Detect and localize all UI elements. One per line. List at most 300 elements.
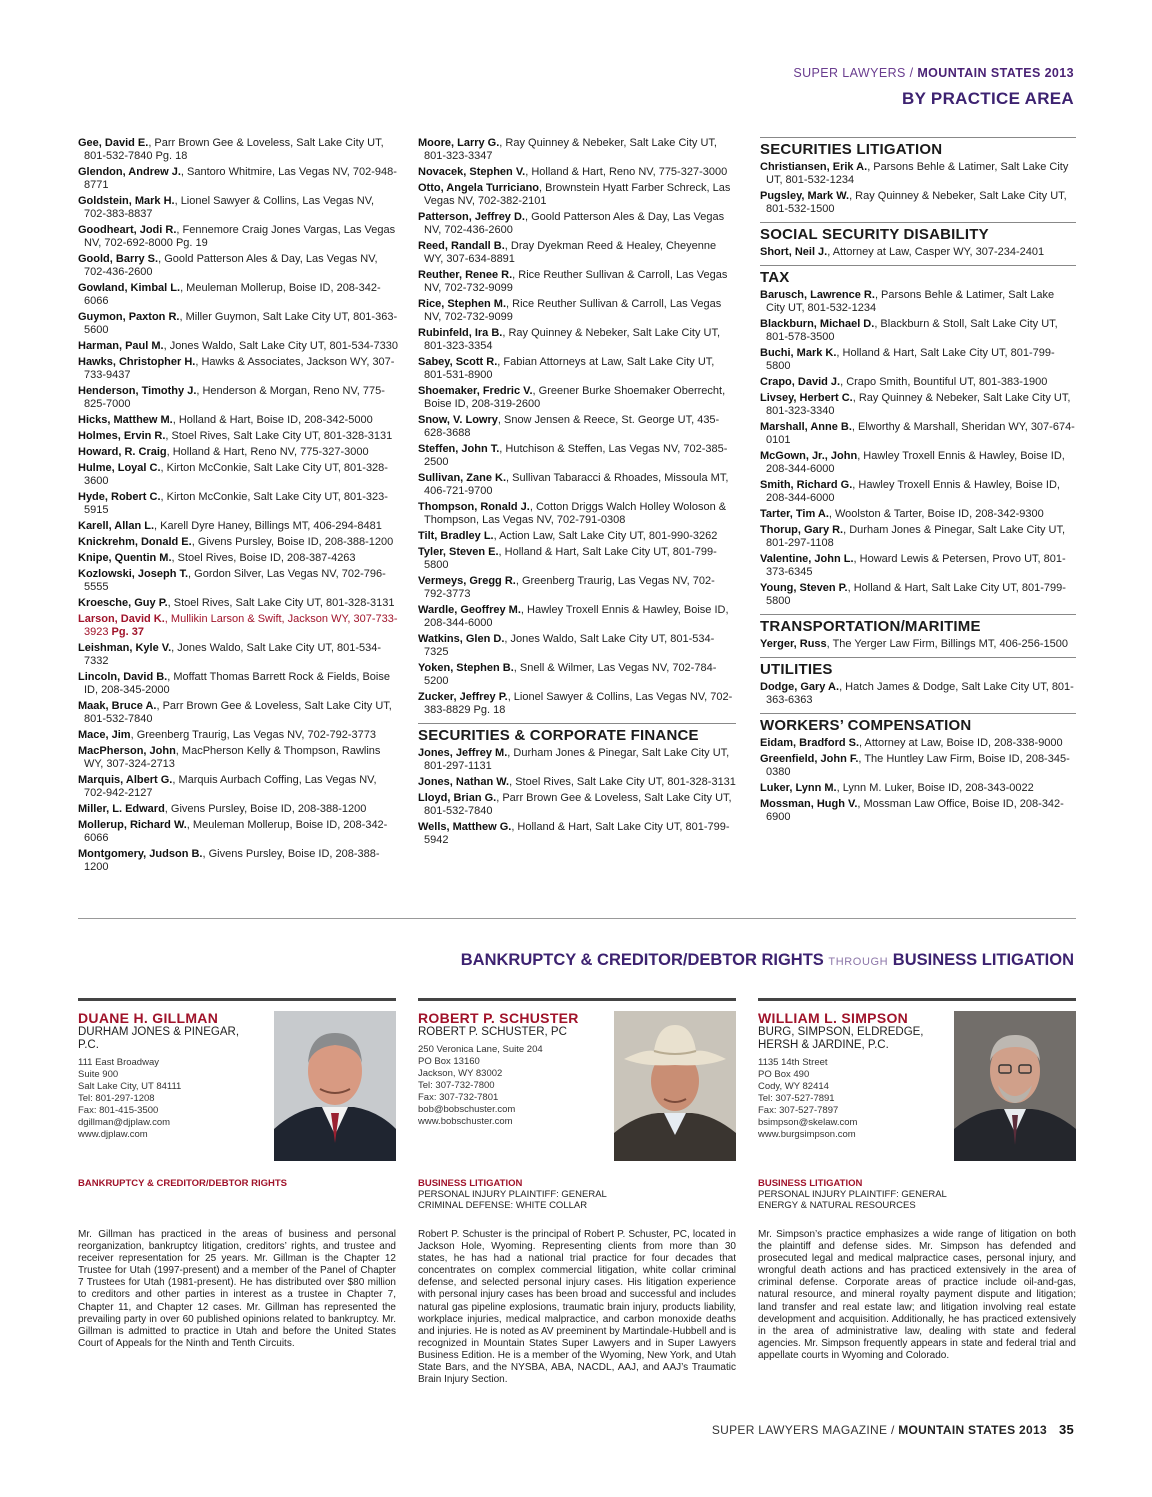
lawyer-name: Gee, David E. [78,137,149,149]
lawyer-listing [78,520,398,533]
lawyer-name: Eidam, Bradford S. [760,737,860,749]
lawyer-listing [760,421,1076,447]
practice-area-heading: SECURITIES LITIGATION [760,137,1076,156]
lawyer-listing [78,462,398,488]
lawyer-listing [760,450,1076,476]
lawyer-listing [78,430,398,443]
lawyer-name: Goldstein, Mark H. [78,195,175,207]
lawyer-listing [78,446,398,459]
lawyer-details: , Jones Waldo, Salt Lake City UT, 801-534-7330 [163,340,398,352]
lawyer-listing [760,161,1076,187]
lawyer-details: , Crapo Smith, Bountiful UT, 801-383-1900 [840,376,1048,388]
lawyer-name: Mossman, Hugh V. [760,798,858,810]
lawyer-name: Rice, Stephen M. [418,298,507,310]
profile-address [418,1044,598,1128]
profile-firm: ROBERT P. SCHUSTER, PC [418,1026,567,1038]
lawyer-details: , Holland & Hart, Reno NV, 775-327-3000 [166,446,369,458]
lawyer-listing [760,392,1076,418]
lawyer-name: Tyler, Steven E. [418,546,499,558]
lawyer-listing [418,298,736,324]
lawyer-listing [78,700,398,726]
profile-name: ROBERT P. SCHUSTER [418,1010,579,1026]
section-divider [78,918,1076,919]
lawyer-listing [78,819,398,845]
lawyer-name: Lincoln, David B. [78,671,168,683]
lawyer-details: , Santoro Whitmire, Las Vegas NV, 702-948-8771 [84,166,397,191]
lawyer-name: Leishman, Kyle V. [78,642,172,654]
lawyer-details: , Givens Pursley, Boise ID, 208-388-1200 [191,536,394,548]
lawyer-listing [78,282,398,308]
lawyer-name: Marshall, Anne B. [760,421,852,433]
lawyer-listing [78,803,398,816]
lawyer-listing [418,633,736,659]
practice-area-primary: BUSINESS LITIGATION [758,1178,863,1189]
website-link[interactable]: www.burgsimpson.com [758,1129,856,1140]
lawyer-name: Hicks, Matthew M. [78,414,173,426]
profile-address [78,1057,258,1141]
lawyer-details: , Stoel Rives, Salt Lake City UT, 801-328-3131 [165,430,393,442]
lawyer-listing [760,318,1076,344]
lawyer-name: Valentine, John L. [760,553,854,565]
lawyer-name: Zucker, Jeffrey P. [418,691,508,703]
lawyer-listing [78,613,398,639]
lawyer-listing [418,166,736,179]
lawyer-name: Pugsley, Mark W. [760,190,850,202]
address-line: Jackson, WY 83002 [418,1068,503,1079]
lawyer-name: Short, Neil J. [760,246,828,258]
lawyer-name: Hyde, Robert C. [78,491,161,503]
header-edition: MOUNTAIN STATES 2013 [917,66,1074,80]
lawyer-name: Knipe, Quentin M. [78,552,172,564]
lawyer-details: , Snow Jensen & Reece, St. George UT, 435-628-3688 [424,414,720,439]
lawyer-details: , Kirton McConkie, Salt Lake City UT, 801-323-5915 [84,491,388,516]
lawyer-details: , The Huntley Law Firm, Boise ID, 208-345-0380 [766,753,1070,778]
lawyer-name: Mollerup, Richard W. [78,819,187,831]
lawyer-details: , Jones Waldo, Salt Lake City UT, 801-534-7325 [424,633,715,658]
lawyer-name: Thorup, Gary R. [760,524,844,536]
profiles-band-title [461,951,1074,970]
lawyer-details: , Goold Patterson Ales & Day, Las Vegas NV, 702-436-2600 [424,211,725,236]
lawyer-details: , Attorney at Law, Boise ID, 208-338-9000 [859,737,1063,749]
lawyer-listing [760,737,1076,750]
lawyer-listing [760,289,1076,315]
lawyer-details: , Goold Patterson Ales & Day, Las Vegas NV, 702-436-2600 [84,253,378,278]
lawyer-name: McGown, Jr., John [760,450,858,462]
lawyer-details: , Holland & Hart, Boise ID, 208-342-5000 [172,414,373,426]
lawyer-details: , Rice Reuther Sullivan & Carroll, Las Vegas NV, 702-732-9099 [424,298,722,323]
lawyer-details: , Rice Reuther Sullivan & Carroll, Las Vegas NV, 702-732-9099 [424,269,728,294]
lawyer-listing [78,385,398,411]
lawyer-listing [760,508,1076,521]
lawyer-listing [418,691,736,717]
profile-photo [614,1011,736,1161]
lawyer-details: , Holland & Hart, Salt Lake City UT, 801-799-5800 [424,546,717,571]
lawyer-details: , Greenberg Traurig, Las Vegas NV, 702-792-3773 [130,729,377,741]
address-line: 1135 14th Street [758,1057,828,1068]
lawyer-name: Shoemaker, Fredric V. [418,385,533,397]
profile-address [758,1057,938,1141]
email-link[interactable]: bob@bobschuster.com [418,1104,516,1115]
lawyer-name: Snow, V. Lowry [418,414,498,426]
profile-card [758,998,1076,1361]
lawyer-details: , Hawley Troxell Ennis & Hawley, Boise ID, 208-344-6000 [424,604,729,629]
lawyer-details: , Elworthy & Marshall, Sheridan WY, 307-674-0101 [766,421,1075,446]
address-line: PO Box 490 [758,1069,810,1080]
lawyer-details: , Holland & Hart, Reno NV, 775-327-3000 [525,166,728,178]
listing-column-2 [418,137,736,850]
lawyer-listing [760,347,1076,373]
lawyer-listing [760,376,1076,389]
lawyer-details: , Attorney at Law, Casper WY, 307-234-2401 [827,246,1045,258]
lawyer-name: Yoken, Stephen B. [418,662,514,674]
lawyer-listing [78,195,398,221]
lawyer-details: , Parr Brown Gee & Loveless, Salt Lake City UT, 801-532-7840 [84,700,392,725]
lawyer-name: Lloyd, Brian G. [418,792,497,804]
lawyer-listing [418,792,736,818]
lawyer-name: Knickrehm, Donald E. [78,536,192,548]
lawyer-name: Tarter, Tim A. [760,508,829,520]
profile-practice-areas [758,1178,1076,1211]
profile-bio: Mr. Gillman has practiced in the areas of business and personal reorganization, bankruptcy litigation, creditors’ rights, and trustee and receiver representation for 25 years. Mr. Gillman is the Chapter 12 Trustee for Utah (1997-present) and a member of the Panel of Chapter 7 Trustees for Utah (1981-present). He has distributed over $80 million to creditors and other parties in interest as a trustee in Chapter 7, Chapter 11, and Chapter 12 cases. Mr. Gillman has represented the prevailing party in over 60 published opinions related to bankruptcy. Mr. Gillman is admitted to practice in Utah and before the United States Court of Appeals for the Ninth and Tenth Circuits. [78,1229,396,1349]
lawyer-name: Goodheart, Jodi R. [78,224,177,236]
lawyer-listing [418,747,736,773]
lawyer-listing [418,269,736,295]
lawyer-name: Crapo, David J. [760,376,841,388]
lawyer-details: , Woolston & Tarter, Boise ID, 208-342-9300 [828,508,1044,520]
lawyer-details: , Jones Waldo, Salt Lake City UT, 801-534-7332 [84,642,382,667]
lawyer-details: , Miller Guymon, Salt Lake City UT, 801-363-5600 [84,311,398,336]
lawyer-listing [418,546,736,572]
lawyer-details: , Stoel Rives, Salt Lake City UT, 801-328-3131 [509,776,736,788]
lawyer-details: , Marquis Aurbach Coffing, Las Vegas NV, 702-942-2127 [84,774,377,799]
fax-line: Fax: 307-732-7801 [418,1092,499,1103]
lawyer-details: , Mullikin Larson & Swift, Jackson WY, 307-733-3923 [84,613,398,638]
lawyer-listing [78,166,398,192]
lawyer-details: , Parr Brown Gee & Loveless, Salt Lake City UT, 801-532-7840 [424,792,732,817]
website-link[interactable]: www.djplaw.com [78,1129,148,1140]
lawyer-details: , Durham Jones & Pinegar, Salt Lake City UT, 801-297-1131 [424,747,730,772]
profile-photo [274,1011,396,1161]
lawyer-details: , Action Law, Salt Lake City UT, 801-990-3262 [493,530,718,542]
lawyer-details: , Durham Jones & Pinegar, Salt Lake City UT, 801-297-1108 [766,524,1066,549]
lawyer-name: Novacek, Stephen V. [418,166,526,178]
lawyer-name: Reed, Randall B. [418,240,505,252]
lawyer-listing [418,575,736,601]
fax-line: Fax: 307-527-7897 [758,1105,839,1116]
lawyer-listing [418,385,736,411]
practice-area-heading: UTILITIES [760,657,1076,676]
phone-line: Tel: 307-527-7891 [758,1093,835,1104]
lawyer-details: , Meuleman Mollerup, Boise ID, 208-342-6066 [84,819,388,844]
profile-bio: Robert P. Schuster is the principal of Robert P. Schuster, PC, located in Jackson Hole, Wyoming. Representing clients from more than 30 states, he has had a national trial practice for four decades that concentrates on complex commercial litigation, white collar criminal defense, and selected personal injury cases. His litigation experience with personal injury cases has been broad and successful and includes natural gas pipeline explosions, traumatic brain injury, products liability, workplace injuries, medical malpractice, and carbon monoxide deaths and injuries. He is noted as AV preeminent by Martindale-Hubbell and is recognized in Mountain States Super Lawyers and in Super Lawyers Business Edition. He is a member of the Wyoming, New York, and Utah State Bars, and the NYSBA, ABA, NACDL, AAJ, and AAJ’s Traumatic Brain Injury Section. [418,1229,736,1386]
lawyer-name: Yerger, Russ [760,638,827,650]
lawyer-name: Tilt, Bradley L. [418,530,494,542]
lawyer-name: Otto, Angela Turriciano [418,182,540,194]
lawyer-name: Guymon, Paxton R. [78,311,180,323]
lawyer-name: Wells, Matthew G. [418,821,512,833]
lawyer-details: , Hutchison & Steffen, Las Vegas NV, 702-385-2500 [424,443,728,468]
lawyer-details: , MacPherson Kelly & Thompson, Rawlins WY, 307-324-2713 [84,745,381,770]
lawyer-name: Rubinfeld, Ira B. [418,327,503,339]
address-line: 111 East Broadway [78,1057,159,1068]
lawyer-details: , Cotton Driggs Walch Holley Woloson & Thompson, Las Vegas NV, 702-791-0308 [424,501,727,526]
lawyer-name: Montgomery, Judson B. [78,848,203,860]
lawyer-name: Buchi, Mark K. [760,347,837,359]
lawyer-name: Vermeys, Gregg R. [418,575,516,587]
lawyer-listing [760,681,1076,707]
address-line: Cody, WY 82414 [758,1081,829,1092]
lawyer-name: Sullivan, Zane K. [418,472,507,484]
lawyer-listing [760,582,1076,608]
lawyer-details: , Greener Burke Shoemaker Oberrecht, Boise ID, 208-319-2600 [424,385,726,410]
footer-edition: MOUNTAIN STATES 2013 [898,1423,1047,1437]
lawyer-listing [78,356,398,382]
lawyer-listing [418,776,736,789]
lawyer-details: , Snell & Wilmer, Las Vegas NV, 702-784-5200 [424,662,717,687]
lawyer-details: , Ray Quinney & Nebeker, Salt Lake City UT, 801-323-3347 [424,137,717,162]
lawyer-details: , Gordon Silver, Las Vegas NV, 702-796-5555 [84,568,386,593]
lawyer-listing [760,524,1076,550]
lawyer-listing [418,327,736,353]
lawyer-name: Livsey, Herbert C. [760,392,853,404]
page-footer: SUPER LAWYERS MAGAZINE / MOUNTAIN STATES 2013 35 [711,1422,1074,1437]
lawyer-details: , Stoel Rives, Boise ID, 208-387-4263 [171,552,356,564]
lawyer-name: Greenfield, John F. [760,753,859,765]
page-number: 35 [1058,1422,1074,1437]
lawyer-name: Sabey, Scott R. [418,356,498,368]
lawyer-listing [78,536,398,549]
profile-card [418,998,736,1386]
lawyer-name: Glendon, Andrew J. [78,166,181,178]
lawyer-listing [418,414,736,440]
practice-area-heading: TAX [760,265,1076,284]
profile-card [78,998,396,1349]
lawyer-details: , Stoel Rives, Salt Lake City UT, 801-328-3131 [167,597,395,609]
lawyer-listing [78,414,398,427]
practice-area-primary: BANKRUPTCY & CREDITOR/DEBTOR RIGHTS [78,1178,288,1189]
lawyer-name: Patterson, Jeffrey D. [418,211,525,223]
lawyer-listing [760,638,1076,651]
lawyer-name: Henderson, Timothy J. [78,385,197,397]
profile-practice-areas [418,1178,736,1211]
lawyer-listing [760,246,1076,259]
lawyer-details: , Parsons Behle & Latimer, Salt Lake City UT, 801-532-1234 [766,289,1055,314]
address-line: Suite 900 [78,1069,119,1080]
lawyer-details: , Ray Quinney & Nebeker, Salt Lake City UT, 801-532-1500 [766,190,1067,215]
lawyer-name: Maak, Bruce A. [78,700,157,712]
address-line: 250 Veronica Lane, Suite 204 [418,1044,543,1055]
lawyer-listing [78,253,398,279]
lawyer-name: Marquis, Albert G. [78,774,173,786]
lawyer-name: Larson, David K. [78,613,165,625]
lawyer-listing [78,642,398,668]
practice-area-primary: BUSINESS LITIGATION [418,1178,523,1189]
lawyer-listing [418,211,736,237]
lawyer-name: Reuther, Renee R. [418,269,513,281]
lawyer-name: Young, Steven P. [760,582,848,594]
lawyer-details: , Greenberg Traurig, Las Vegas NV, 702-792-3773 [424,575,715,600]
band-left: BANKRUPTCY & CREDITOR/DEBTOR RIGHTS [460,951,824,969]
lawyer-name: Kroesche, Guy P. [78,597,168,609]
lawyer-listing [418,137,736,163]
lawyer-name: MacPherson, John [78,745,176,757]
lawyer-name: Moore, Larry G. [418,137,500,149]
lawyer-name: Mace, Jim [78,729,131,741]
lawyer-listing [760,753,1076,779]
phone-line: Tel: 801-297-1208 [78,1093,155,1104]
header-masthead: SUPER LAWYERS / MOUNTAIN STATES 2013 [793,66,1074,80]
listing-column-1 [78,137,398,877]
lawyer-listing [760,782,1076,795]
profile-firm: BURG, SIMPSON, ELDREDGE, HERSH & JARDINE, P.C. [758,1026,924,1051]
profile-name: WILLIAM L. SIMPSON [758,1010,909,1026]
email-link[interactable]: bsimpson@skelaw.com [758,1117,858,1128]
lawyer-details: , Lionel Sawyer & Collins, Las Vegas NV, 702-383-8829 Pg. 18 [424,691,733,716]
lawyer-details: , Hawley Troxell Ennis & Hawley, Boise ID, 208-344-6000 [766,479,1060,504]
lawyer-listing [760,798,1076,824]
lawyer-name: Harman, Paul M. [78,340,164,352]
lawyer-name: Kozlowski, Joseph T. [78,568,189,580]
lawyer-details: , Holland & Hart, Salt Lake City UT, 801-799-5942 [424,821,730,846]
lawyer-details: , Givens Pursley, Boise ID, 208-388-1200 [84,848,380,873]
practice-area-heading: SOCIAL SECURITY DISABILITY [760,222,1076,241]
practice-area-heading: TRANSPORTATION/MARITIME [760,614,1076,633]
lawyer-listing [418,662,736,688]
lawyer-details: , Mossman Law Office, Boise ID, 208-342-6900 [766,798,1064,823]
lawyer-details: , Blackburn & Stoll, Salt Lake City UT, 801-578-3500 [766,318,1058,343]
profile-name: DUANE H. GILLMAN [78,1010,219,1026]
lawyer-name: Barusch, Lawrence R. [760,289,875,301]
lawyer-details: , Givens Pursley, Boise ID, 208-388-1200 [164,803,367,815]
lawyer-listing [78,491,398,517]
lawyer-name: Hulme, Loyal C. [78,462,161,474]
lawyer-listing [760,190,1076,216]
footer-magazine: SUPER LAWYERS MAGAZINE [711,1423,888,1437]
lawyer-details: , Lynn M. Luker, Boise ID, 208-343-0022 [836,782,1034,794]
email-link[interactable]: dgillman@djplaw.com [78,1117,171,1128]
address-line: PO Box 13160 [418,1056,480,1067]
lawyer-listing [78,597,398,610]
lawyer-listing [418,356,736,382]
lawyer-name: Steffen, John T. [418,443,500,455]
page-title: BY PRACTICE AREA [902,89,1074,108]
lawyer-details: , Sullivan Tabaracci & Rhoades, Missoula MT, 406-721-9700 [424,472,729,497]
lawyer-listing [418,240,736,266]
profile-photo [954,1011,1076,1161]
lawyer-name: Jones, Nathan W. [418,776,510,788]
lawyer-listing [418,501,736,527]
phone-line: Tel: 307-732-7800 [418,1080,495,1091]
lawyer-details: , Howard Lewis & Petersen, Provo UT, 801-373-6345 [766,553,1066,578]
lawyer-listing [78,340,398,353]
profile-practice-areas [78,1178,396,1189]
lawyer-name: Christiansen, Erik A. [760,161,868,173]
lawyer-listing [78,671,398,697]
lawyer-details: , Meuleman Mollerup, Boise ID, 208-342-6066 [84,282,381,307]
lawyer-details: , Brownstein Hyatt Farber Schreck, Las Vegas NV, 702-382-2101 [424,182,731,207]
address-line: Salt Lake City, UT 84111 [78,1081,182,1092]
lawyer-details: , Ray Quinney & Nebeker, Salt Lake City UT, 801-323-3340 [766,392,1071,417]
lawyer-details: , Henderson & Morgan, Reno NV, 775-825-7000 [84,385,385,410]
lawyer-name: Holmes, Ervin R. [78,430,166,442]
lawyer-name: Miller, L. Edward [78,803,165,815]
header-magazine: SUPER LAWYERS [793,66,906,80]
lawyer-listing [78,568,398,594]
lawyer-listing [78,729,398,742]
profile-firm: DURHAM JONES & PINEGAR, P.C. [78,1026,240,1051]
lawyer-listing [418,821,736,847]
practice-area-secondary: PERSONAL INJURY PLAINTIFF: GENERAL [758,1189,947,1200]
lawyer-listing [418,472,736,498]
lawyer-listing [78,774,398,800]
portrait-image [954,1011,1076,1161]
lawyer-listing [78,552,398,565]
fax-line: Fax: 801-415-3500 [78,1105,159,1116]
lawyer-listing [418,530,736,543]
lawyer-details: , Hawks & Associates, Jackson WY, 307-733-9437 [84,356,395,381]
lawyer-name: Karell, Allan L. [78,520,155,532]
lawyer-details: , Parsons Behle & Latimer, Salt Lake City UT, 801-532-1234 [766,161,1069,186]
lawyer-listing [418,604,736,630]
lawyer-details: , Holland & Hart, Salt Lake City UT, 801-799-5800 [766,582,1066,607]
lawyer-name: Gowland, Kimbal L. [78,282,181,294]
band-through: THROUGH [828,956,889,968]
lawyer-name: Smith, Richard G. [760,479,853,491]
lawyer-listing [760,479,1076,505]
lawyer-name: Thompson, Ronald J. [418,501,530,513]
lawyer-listing [78,224,398,250]
portrait-image [274,1011,396,1161]
lawyer-details: , Holland & Hart, Salt Lake City UT, 801-799-5800 [766,347,1055,372]
lawyer-name: Watkins, Glen D. [418,633,505,645]
lawyer-details: , Karell Dyre Haney, Billings MT, 406-294-8481 [154,520,382,532]
lawyer-name: Jones, Jeffrey M. [418,747,508,759]
practice-area-heading: SECURITIES & CORPORATE FINANCE [418,723,736,742]
lawyer-listing [78,137,398,163]
practice-area-secondary: ENERGY & NATURAL RESOURCES [758,1200,916,1211]
page-reference: Pg. 37 [108,626,144,638]
lawyer-details: , Fabian Attorneys at Law, Salt Lake City UT, 801-531-8900 [424,356,715,381]
practice-area-heading: WORKERS’ COMPENSATION [760,713,1076,732]
website-link[interactable]: www.bobschuster.com [418,1116,513,1127]
portrait-image [614,1011,736,1161]
lawyer-name: Wardle, Geoffrey M. [418,604,521,616]
lawyer-listing [418,443,736,469]
practice-area-secondary: PERSONAL INJURY PLAINTIFF: GENERAL [418,1189,607,1200]
lawyer-name: Dodge, Gary A. [760,681,840,693]
lawyer-name: Luker, Lynn M. [760,782,837,794]
listing-column-3 [760,137,1076,827]
lawyer-listing [78,745,398,771]
lawyer-details: , The Yerger Law Firm, Billings MT, 406-256-1500 [826,638,1068,650]
lawyer-details: , Kirton McConkie, Salt Lake City UT, 801-328-3600 [84,462,388,487]
profile-bio: Mr. Simpson’s practice emphasizes a wide range of litigation on both the plaintiff and defense sides. Mr. Simpson has defended and prosecuted legal and medical malpractice cases, personal injury, and wrongful death actions and has practiced extensively in the area of criminal defense. Corporate areas of practice include oil-and-gas, natural resource, and mineral royalty payment dispute and litigation; land transfer and real estate law; and litigation involving real estate development and acquisition. Additionally, he has practiced extensively in the area of administrative law, dealing with state and federal agencies. Mr. Simpson frequently appears in state and federal trial and appellate courts in Wyoming and Colorado. [758,1229,1076,1361]
lawyer-details: , Fennemore Craig Jones Vargas, Las Vegas NV, 702-692-8000 Pg. 19 [84,224,396,249]
lawyer-name: Howard, R. Craig [78,446,167,458]
lawyer-details: , Hawley Troxell Ennis & Hawley, Boise ID, 208-344-6000 [766,450,1065,475]
band-right: BUSINESS LITIGATION [892,951,1074,969]
lawyer-listing [760,553,1076,579]
lawyer-details: , Moffatt Thomas Barrett Rock & Fields, Boise ID, 208-345-2000 [84,671,390,696]
lawyer-name: Goold, Barry S. [78,253,159,265]
lawyer-details: , Dray Dyekman Reed & Healey, Cheyenne WY, 307-634-8891 [424,240,717,265]
lawyer-details: , Ray Quinney & Nebeker, Salt Lake City UT, 801-323-3354 [424,327,720,352]
lawyer-listing [418,182,736,208]
lawyer-details: , Lionel Sawyer & Collins, Las Vegas NV, 702-383-8837 [84,195,375,220]
lawyer-name: Hawks, Christopher H. [78,356,196,368]
lawyer-details: , Hatch James & Dodge, Salt Lake City UT, 801-363-6363 [766,681,1074,706]
lawyer-listing [78,848,398,874]
